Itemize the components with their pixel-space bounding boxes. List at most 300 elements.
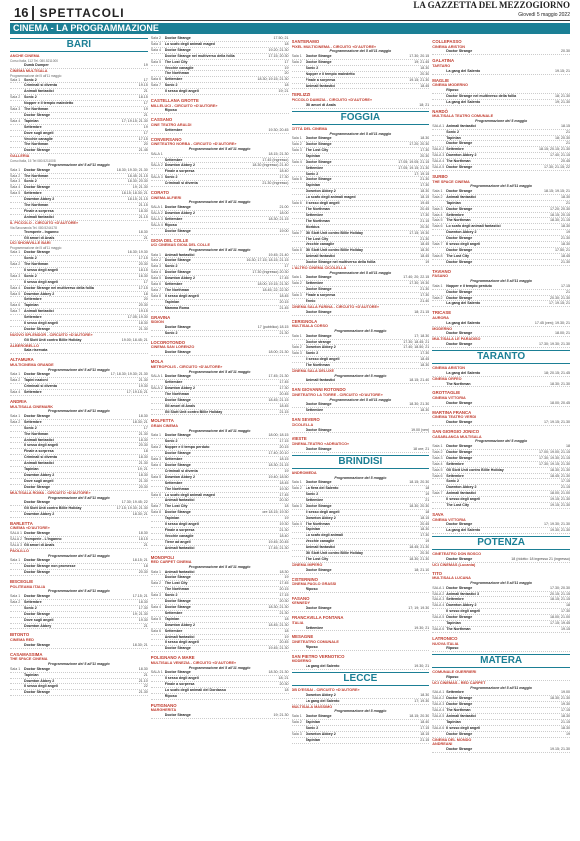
film-title: Tapinlan <box>305 719 321 724</box>
showtimes: 18.30 <box>138 437 148 442</box>
showtimes: 17.50; 21 <box>273 36 289 40</box>
showtimes: 21.45 <box>279 305 289 310</box>
city-name: BARLETTA <box>10 520 33 526</box>
film-title: La fiera del Salento <box>305 486 339 491</box>
screen-label <box>432 621 446 626</box>
showtimes: 18.15; 18.30; 21 <box>121 191 148 196</box>
showtimes: 18.30 <box>561 242 570 247</box>
film-title: The Northman <box>305 206 330 211</box>
screen-label <box>292 213 306 218</box>
film-title: Doctor Strange <box>24 642 50 647</box>
screen-label <box>10 673 24 678</box>
film-title: Doctor Strange <box>164 599 191 604</box>
showtimes: 21.30 <box>279 610 289 615</box>
showtimes: 17.15; 21 <box>132 594 148 599</box>
film-title: Doctor Strange <box>164 605 191 609</box>
screen-label: Sala 1 <box>10 167 21 172</box>
film-title: Tapinlan <box>305 183 321 188</box>
screen-label <box>10 500 24 505</box>
film-title: Sala riservata <box>24 348 48 353</box>
showtimes: 17 <box>143 279 148 284</box>
screen-label <box>151 688 165 693</box>
showtime-row <box>10 570 148 576</box>
screen-label <box>151 108 165 113</box>
film-title: Sonic 2 <box>164 439 178 444</box>
film-title: Animali fantastici <box>24 437 54 442</box>
screen-label: Sala 7 <box>432 242 443 247</box>
film-title: Settembre <box>164 610 183 615</box>
film-title: Doctor Strange <box>164 670 191 675</box>
showtime-row <box>432 420 570 426</box>
screen-label <box>151 713 165 718</box>
screen-label <box>10 455 24 460</box>
screen-label <box>292 428 306 433</box>
screen-label: Sala 1 <box>10 666 21 671</box>
showtimes: 18.30 <box>420 692 430 697</box>
film-title: Animali fantastici <box>164 252 195 257</box>
screen-label <box>10 449 24 454</box>
film-title: Tromperie - Inganno <box>24 229 59 234</box>
film-title: Animali fantastici <box>24 89 54 94</box>
showtimes: 19.30; 21 <box>414 625 430 630</box>
showtimes: 21.15 <box>138 214 148 219</box>
city-name: PUTIGNANO <box>150 702 177 708</box>
showtimes: 21 <box>425 497 430 502</box>
showtimes: 18.30; 21.30 <box>409 402 430 407</box>
film-title: Animali fantastici <box>446 194 477 199</box>
showtimes: 18.30 <box>561 725 570 730</box>
screen-label <box>432 321 446 326</box>
showtimes: 18.30; 21.15 <box>268 216 289 221</box>
showtimes: 18.45 <box>561 253 570 258</box>
film-title: Downton Abbey 2 <box>164 163 195 168</box>
film-title: La gang del Salento <box>305 698 340 703</box>
film-title: Tapinlan <box>24 467 39 472</box>
film-title: Sonic 2 <box>305 65 319 70</box>
film-title: Doctor Strange <box>446 141 473 146</box>
film-title: Tapinlan <box>24 118 39 123</box>
showtimes: 18.00; 19.15; 21.30 <box>257 282 289 287</box>
showtimes: 21 <box>143 672 148 677</box>
showtimes: 17.15 <box>138 136 148 141</box>
film-title: Sonic 2 <box>305 725 319 730</box>
film-title: Doctor Strange <box>446 206 473 211</box>
programme-dates: Programmazione del 5 all'11 maggio <box>329 270 392 275</box>
film-title: Doctor Strange <box>305 59 332 64</box>
showtimes: 17; 18.30; 19.30; 21.30 <box>110 372 148 377</box>
showtimes: 19; 21.30 <box>273 713 289 718</box>
showtimes: 17.30 <box>420 351 430 356</box>
showtime-row <box>432 646 570 652</box>
showtimes: 18.45; 21.30 <box>409 545 430 550</box>
showtime-row <box>432 301 570 307</box>
showtimes: 18 <box>425 509 430 514</box>
showtimes: 18.30; 21 <box>132 642 148 647</box>
film-title: Animali fantastici <box>305 378 336 383</box>
screen-label: Sala 1 <box>10 77 21 82</box>
showtimes: 18.15 <box>420 195 430 200</box>
film-title: La gang del Salento <box>446 320 481 325</box>
screen-label <box>292 645 306 650</box>
film-title: Doctor Strange <box>164 258 191 263</box>
screen-label: Sala 3 <box>150 264 161 269</box>
film-title: Finale a sorpresa <box>24 449 54 454</box>
programme-dates: Programmazione del 5 all'11 maggio <box>48 409 110 414</box>
showtimes: 19 <box>284 575 289 580</box>
screen-label: Sala 8 <box>432 253 443 258</box>
programme-dates: Programmazione del 5 maggio <box>475 439 528 444</box>
showtime-row <box>432 528 570 534</box>
cinema-info: Programmazione del 5 all'11 maggio <box>10 73 62 78</box>
screen-label: Sala 6 <box>291 201 302 206</box>
programme-dates: Programmazione del 5 all'11 maggio <box>470 581 532 586</box>
film-title: Doctor Strange <box>446 747 473 752</box>
screen-label <box>151 181 165 186</box>
screen-label: Sala 2 <box>10 95 21 100</box>
film-title: Gli Slott Unit contro Billie Holiday <box>305 551 364 556</box>
screen-label: Sala 2 <box>10 378 21 383</box>
showtime-row <box>292 606 430 612</box>
showtimes: 18.30; 20.30 <box>409 503 430 508</box>
screen-label <box>292 447 306 452</box>
film-title: Animali fantastici 3 <box>446 591 480 596</box>
screen-label: SALA 3 <box>150 175 163 180</box>
showtimes: 17.30; 19.30; 21.30 <box>539 342 570 347</box>
showtimes: 17.45 <box>279 492 289 497</box>
film-title: Gli Slott Unit contro Billie Holiday <box>305 248 364 253</box>
film-title: Doctor Strange <box>446 49 473 54</box>
cinema-name: CINEMA IMPERO <box>291 562 323 567</box>
screen-label: Sala 1 <box>10 250 21 255</box>
film-title: Lo scafo degli animali maged <box>305 195 356 200</box>
showtimes: 18.45; 21.30 <box>550 473 570 478</box>
city-name: CONVERSANO <box>150 136 182 142</box>
screen-label: SALA 2 <box>432 147 445 152</box>
film-title: Mamma Roma <box>164 305 190 310</box>
showtimes: 18.30; 21.30 <box>409 556 430 561</box>
film-title: Lo scafo degli animali del Dordasso <box>164 687 227 692</box>
film-title: Gli Slott Unit contro Billie Holiday <box>164 409 223 414</box>
showtimes: 18.30 <box>420 408 430 413</box>
film-title: Doctor Strange <box>446 342 473 347</box>
screen-label <box>292 516 306 521</box>
showtimes: 19 <box>284 516 289 521</box>
showtime-row <box>151 181 289 187</box>
cinema-name: CINEMA ARISTON <box>432 44 466 49</box>
film-title: Downton Abbey 2 <box>164 276 195 281</box>
showtimes: 20.15 <box>279 299 289 304</box>
film-title: Doctor Strange <box>446 449 473 454</box>
screen-label: Sala 2 <box>150 581 161 586</box>
film-title: Doctor Strange <box>164 575 191 580</box>
screen-label <box>292 527 306 532</box>
film-title: Riposo <box>305 586 318 591</box>
showtimes: 18.45; 21.15 <box>268 397 289 402</box>
screen-label: SALA 6 <box>432 725 445 730</box>
screen-label: Sala 1 <box>10 594 21 599</box>
cinema-name: CINETEATRO COMUNALE <box>291 640 339 645</box>
showtimes: 18.30; 21.30 <box>550 381 570 386</box>
film-title: Tapinlan <box>446 621 461 626</box>
film-title: Settembre <box>164 77 183 82</box>
film-title: Doctor Strange <box>446 236 473 241</box>
screen-label <box>10 203 24 208</box>
showtimes: 21.40 <box>420 299 430 304</box>
film-title: Doctor Strange <box>305 177 332 182</box>
film-title: Animali fantastici <box>305 545 336 550</box>
showtimes: 18 <box>284 687 289 692</box>
film-title: Doctor Strange <box>24 167 50 172</box>
cinema-name: MARGHERITA <box>150 708 177 713</box>
showtimes: 19.15 <box>561 627 570 631</box>
showtimes: 18.30 <box>138 209 148 214</box>
screen-label <box>10 485 24 490</box>
cinema-info: Corso Italia, 112 Tel. 080.5211000 <box>10 58 59 63</box>
screen-label: Sala 8 <box>150 293 161 298</box>
cinema-name: MULTISALA VENEZIA - CIRCUITO «D'AUTORE» <box>150 660 237 665</box>
showtimes: 18 <box>143 564 148 569</box>
film-title: Settembre <box>446 212 464 217</box>
screen-label: Sala 3 <box>432 206 443 211</box>
city-name: CASTELLANA GROTTE <box>150 98 199 104</box>
showtimes: 20.30 <box>420 551 430 556</box>
film-title: Doctor Strange <box>305 53 332 58</box>
film-title: Doctor Strange <box>446 289 473 294</box>
film-title: Doctor Strange <box>24 484 50 489</box>
showtimes: 21.30 <box>279 330 289 335</box>
showtimes: 19.00 (ven) <box>411 427 430 432</box>
screen-label <box>10 473 24 478</box>
screen-label: Sala 4 <box>150 605 161 609</box>
screen-label <box>10 256 24 261</box>
screen-label <box>432 201 446 206</box>
film-title: Lo scafo degli animali maged <box>164 41 215 46</box>
cinema-name: TARTARO <box>432 63 451 68</box>
showtimes: 18.30; 21 <box>132 511 148 516</box>
showtimes: 21.45 <box>138 148 148 153</box>
film-title: Doctor Strange <box>305 275 332 280</box>
screen-label <box>151 635 165 640</box>
showtimes: 17; 19.30; 21.30 <box>544 522 570 527</box>
region-header: FOGGIA <box>292 111 430 125</box>
screen-label <box>292 363 306 368</box>
screen-label: Sala 1 <box>10 413 21 418</box>
film-title: Vecchie canaglie <box>24 136 53 141</box>
showtimes: 18.45 <box>279 403 289 408</box>
screen-label <box>432 69 446 74</box>
showtimes: 19 <box>143 124 148 129</box>
screen-label <box>10 467 24 472</box>
screen-label: Sala 4 <box>432 461 443 466</box>
film-title: Sonic 2 <box>164 330 178 335</box>
film-title: Il sesso degli angeli <box>446 725 481 730</box>
film-title: Tapinlan <box>305 153 321 158</box>
programme-dates: Programmazione del 5 all'11 maggio <box>188 247 251 252</box>
screen-label <box>151 439 165 444</box>
showtimes: 18.15; 21.30 <box>268 151 289 156</box>
showtimes: 18.15 <box>420 731 430 736</box>
screen-label <box>432 94 446 99</box>
cinema-name: FASANO <box>432 274 449 279</box>
film-title: Dove sugli angeli <box>24 478 54 483</box>
screen-label <box>292 408 306 413</box>
screen-label <box>292 237 306 242</box>
screen-label <box>432 420 446 425</box>
cinema-name: CINEMA ORFEO <box>432 376 462 381</box>
screen-label <box>151 398 165 403</box>
cinema-name: ITALIA <box>291 620 304 625</box>
screen-label <box>10 83 24 88</box>
screen-label <box>292 195 306 200</box>
film-title: Settembre <box>305 281 324 286</box>
screen-label <box>10 479 24 484</box>
screen-label <box>432 609 446 614</box>
film-title: Settembre <box>164 216 183 221</box>
showtimes: 18.30 <box>138 229 148 234</box>
film-title: Downton Abbey 2 <box>24 197 55 202</box>
showtimes: 17.30 <box>138 605 148 610</box>
film-title: Tromperie - L'Inganno <box>24 537 62 542</box>
showtime-row <box>432 69 570 75</box>
screen-label <box>292 626 306 631</box>
showtimes: 18.15; 20.15 <box>550 212 570 217</box>
screen-label: Sala 3 <box>291 731 302 736</box>
screen-label <box>292 551 306 556</box>
screen-label <box>10 506 24 511</box>
film-title: Animali fantastici <box>24 214 54 219</box>
film-title: Il sesso degli angeli <box>164 522 199 527</box>
page-number: 16 <box>10 6 34 20</box>
film-title: Doctor Strange <box>24 594 50 599</box>
screen-label: Sala 3 <box>10 179 21 184</box>
section-banner: CINEMA - LA PROGRAMMAZIONE <box>10 23 570 34</box>
showtimes: 21.15 <box>561 719 570 724</box>
screen-label: Sala 7 <box>150 288 161 293</box>
showtimes: 20.30 <box>279 498 289 503</box>
film-title: Doctor Strange <box>24 327 50 332</box>
city-name: BISCEGLIE <box>10 579 34 585</box>
screen-label <box>10 564 24 569</box>
film-title: Animali fantastici <box>446 123 477 128</box>
film-title: Animali fantastici <box>164 634 195 639</box>
film-title: Doctor Strange <box>446 615 473 620</box>
showtimes: 20.15 <box>279 445 289 450</box>
screen-label <box>151 158 165 163</box>
film-title: Downton Abbey 2 <box>164 622 195 627</box>
film-title: Doctor Strange <box>446 731 473 736</box>
showtime-row <box>292 428 430 434</box>
film-title: Settembre <box>24 419 42 424</box>
showtimes: 17.15 <box>279 593 289 598</box>
film-title: Criminali si diventa <box>24 384 57 389</box>
showtimes: 17.30 <box>420 183 430 188</box>
screen-label <box>292 738 306 743</box>
showtimes: 19 <box>425 491 430 496</box>
city-name: SAN PIETRO VERNOTICO <box>291 653 345 659</box>
screen-label <box>432 720 446 725</box>
screen-label <box>292 492 306 497</box>
screen-label <box>292 103 306 108</box>
screen-label <box>292 568 306 573</box>
film-title: The Northman <box>305 521 330 526</box>
city-name: MOLFETTA <box>150 418 174 424</box>
showtime-row <box>432 382 570 388</box>
screen-label <box>292 225 306 230</box>
film-title: Doctor Strange <box>24 372 50 377</box>
city-name: SAVA <box>432 511 444 517</box>
region-header: POTENZA <box>432 536 570 550</box>
screen-label: SALA 3 <box>150 216 163 221</box>
programme-dates: Programmazione del 5 all'11 maggio <box>329 49 392 54</box>
film-title: Settembre <box>446 597 464 602</box>
film-title: The Northman <box>164 391 190 396</box>
screen-label: Sala 4 <box>291 159 302 164</box>
showtimes: 18.15; 20.30 <box>409 480 430 485</box>
showtimes: 18.30 <box>138 531 148 536</box>
screen-label: Sala 6 <box>150 492 161 497</box>
film-title: Sonic 2 <box>164 593 178 598</box>
showtimes: 18 <box>566 603 570 608</box>
showtimes: 19 <box>143 62 148 67</box>
showtime-row <box>10 624 148 630</box>
city-name: COLLEPASSO <box>432 39 462 44</box>
screen-label: Sala 3 <box>432 455 443 460</box>
film-title: Riposo <box>305 644 318 649</box>
film-title: Criminali si diventa <box>24 455 57 460</box>
film-title: Il sesso degli angeli <box>164 293 199 298</box>
showtimes: 18.30; 21.30 <box>550 696 570 701</box>
showtimes: 21.15 <box>420 737 430 742</box>
showtime-row <box>151 108 289 114</box>
film-title: Gli Slott Unit contro Billie Holiday <box>305 230 364 235</box>
showtime-row <box>432 747 570 753</box>
screen-label: Sala 3 <box>291 293 302 298</box>
screen-label <box>151 392 165 397</box>
showtimes: 17.15 <box>138 256 148 261</box>
screen-label <box>292 378 306 383</box>
cinema-name: UCI CINEMAS GIOIA DEL COLLE <box>150 243 211 248</box>
listing-columns <box>10 36 570 836</box>
cinema-name: METROPOLIS - CIRCUITO «D'AUTORE» <box>150 364 223 369</box>
film-title: Tapinlan <box>164 516 180 521</box>
showtimes: 19; 21 <box>137 467 148 472</box>
screen-label: Sala 2 <box>10 262 21 267</box>
showtimes: 21.30 <box>420 236 430 241</box>
showtimes: 18 <box>284 41 289 46</box>
showtimes: 21 <box>143 89 148 94</box>
film-title: Doctor Strange <box>446 455 473 460</box>
showtimes: 19 <box>566 731 570 736</box>
showtimes: 17 <box>143 77 148 82</box>
cinema-name: CINEMA MODERNO <box>432 83 468 88</box>
showtimes: 16.30 <box>138 273 148 278</box>
cinema-name: MODERNO <box>291 659 312 664</box>
programme-dates: Programmazione del 5 all'11 maggio <box>188 200 251 205</box>
screen-label <box>292 207 306 212</box>
film-title: Il sesso degli angeli <box>164 89 199 94</box>
programme-dates: Programmazione del 5 all'11 maggio <box>188 369 251 374</box>
screen-label: SALA 2 <box>432 696 445 701</box>
screen-label <box>292 242 306 247</box>
city-name: MAGLIE <box>432 77 449 83</box>
showtimes: 21.30 <box>138 478 148 483</box>
screen-label <box>292 310 306 315</box>
showtimes: 18 (ridotto: 18 ingresso 21 (ingresso) <box>511 556 570 561</box>
showtimes: 17; 19.15; 21.30 <box>121 118 148 123</box>
showtimes: 18.00; 20.45 <box>550 400 570 405</box>
showtimes: 19.15; 21.30 <box>550 497 570 502</box>
cinema-name: MODERNO <box>432 326 453 331</box>
